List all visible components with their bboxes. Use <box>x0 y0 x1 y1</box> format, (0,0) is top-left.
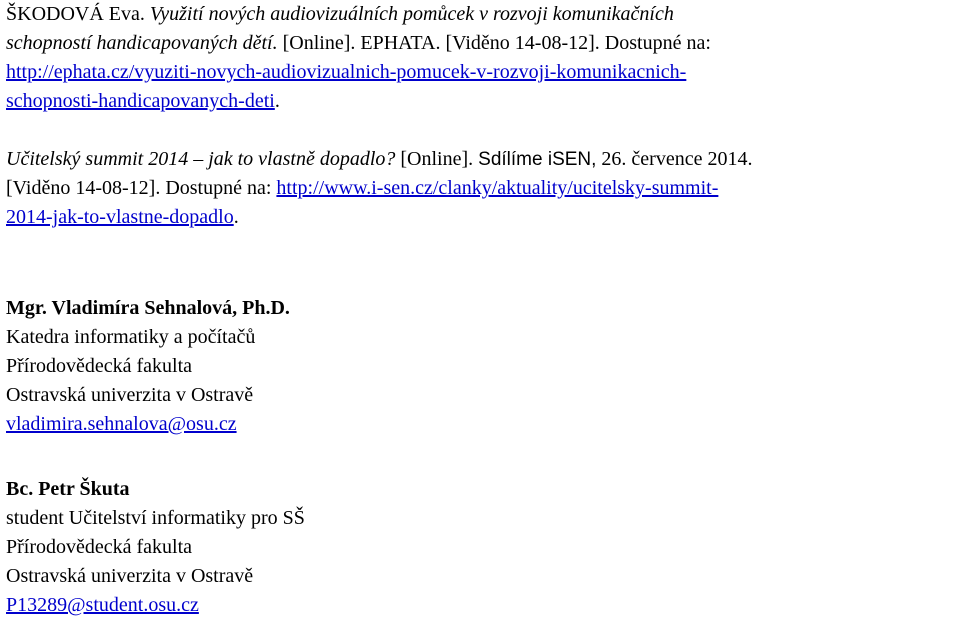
reference-ucitelsky-summit <box>6 145 939 232</box>
reference-url-link-part-1[interactable]: http://ephata.cz/vyuziti-novych-audiovizualnich-pomucek-v-rozvoji-komunikacnich- <box>6 61 687 83</box>
reference-line-4 <box>6 87 939 116</box>
reference-title: Učitelský summit 2014 – jak to vlastně dopadlo? <box>6 148 396 170</box>
reference-line-3 <box>6 58 939 87</box>
author-department: Katedra informatiky a počítačů <box>6 326 256 348</box>
reference-line-1 <box>6 145 939 174</box>
reference-author: ŠKODOVÁ Eva. <box>6 3 145 25</box>
author-email-link[interactable]: vladimira.sehnalova@osu.cz <box>6 413 237 435</box>
reference-line-2 <box>6 174 939 203</box>
author-block-skuta <box>6 475 939 620</box>
reference-title-part-2: schopností handicapovaných dětí. <box>6 32 278 54</box>
author-faculty: Přírodovědecká fakulta <box>6 536 193 558</box>
reference-medium: [Online]. <box>282 32 356 54</box>
reference-skodova <box>6 0 939 116</box>
reference-publisher: EPHATA. <box>360 32 441 54</box>
reference-title-part-1: Využití nových audiovizuálních pomůcek v rozvoji komunikačních <box>149 3 674 25</box>
reference-url-link-part-1[interactable]: http://www.i-sen.cz/clanky/aktuality/ucitelsky-summit- <box>276 177 719 199</box>
author-university: Ostravská univerzita v Ostravě <box>6 384 254 406</box>
reference-date: 26. července 2014. <box>601 148 753 170</box>
reference-trailing: . <box>233 206 239 228</box>
reference-line-3 <box>6 203 939 232</box>
reference-line-2 <box>6 29 939 58</box>
author-name: Mgr. Vladimíra Sehnalová, Ph.D. <box>6 297 290 319</box>
reference-available: Dostupné na: <box>165 177 272 199</box>
reference-publisher: Sdílíme iSEN, <box>478 149 597 170</box>
author-university: Ostravská univerzita v Ostravě <box>6 565 254 587</box>
author-block-sehnalova <box>6 294 939 439</box>
author-name: Bc. Petr Škuta <box>6 478 130 500</box>
reference-line-1 <box>6 0 939 29</box>
reference-medium: [Online]. <box>400 148 474 170</box>
author-email-link[interactable]: P13289@student.osu.cz <box>6 594 199 616</box>
reference-url-link-part-2[interactable]: 2014-jak-to-vlastne-dopadlo <box>6 206 234 228</box>
reference-trailing: . <box>274 90 280 112</box>
author-study: student Učitelství informatiky pro SŠ <box>6 507 305 529</box>
reference-available: Dostupné na: <box>604 32 711 54</box>
author-faculty: Přírodovědecká fakulta <box>6 355 193 377</box>
reference-viewed: [Viděno 14-08-12]. <box>445 32 600 54</box>
reference-viewed: [Viděno 14-08-12]. <box>6 177 161 199</box>
reference-url-link-part-2[interactable]: schopnosti-handicapovanych-deti <box>6 90 275 112</box>
